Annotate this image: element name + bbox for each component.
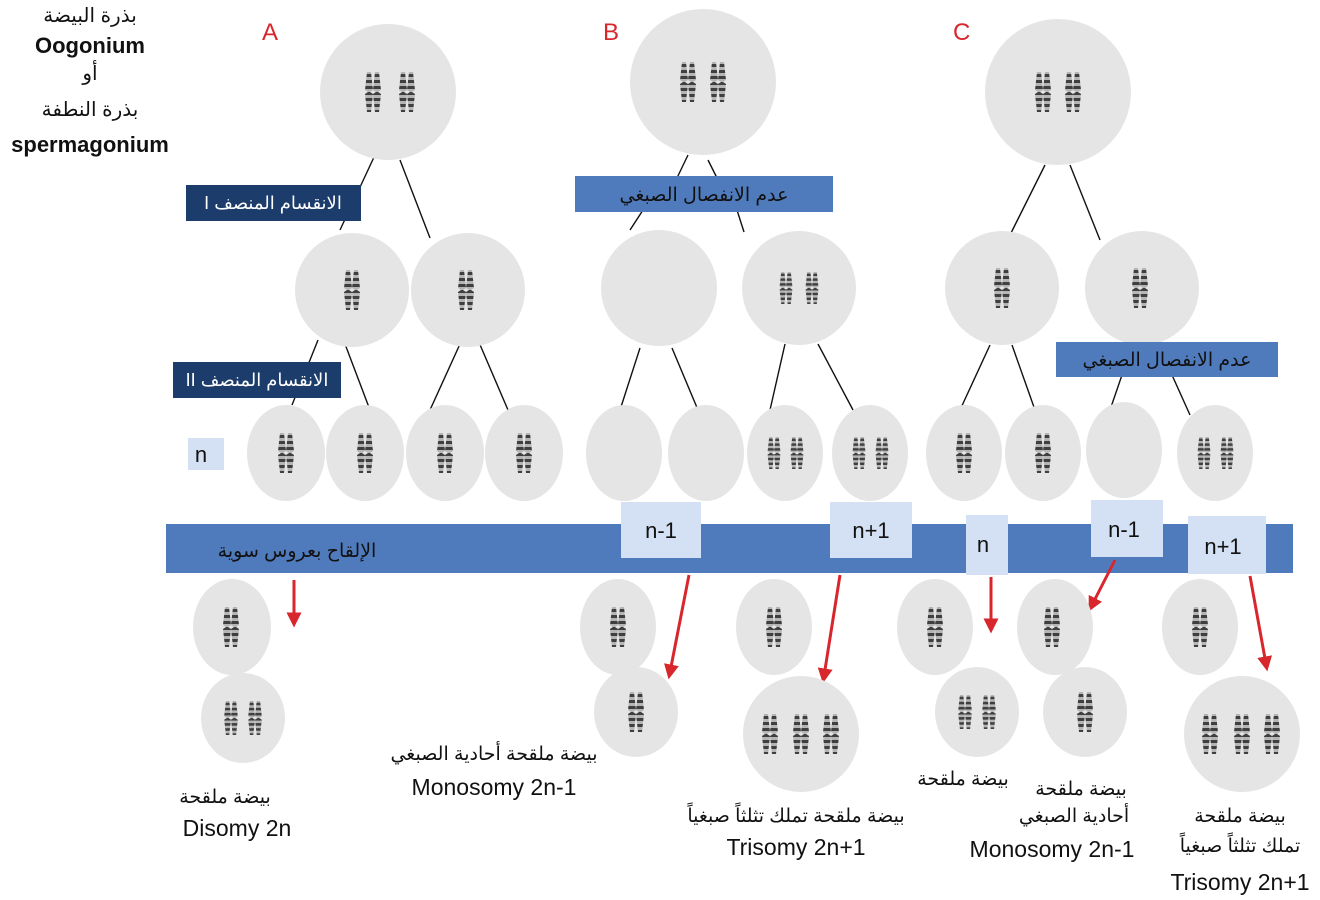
result-a-gamete bbox=[193, 579, 271, 675]
result-c-trisomy-zygote bbox=[1184, 676, 1300, 792]
caption-c2-ar2: أحادية الصبغي bbox=[1018, 806, 1130, 827]
caption-a-ar: بيضة ملقحة bbox=[179, 787, 271, 808]
caption-b-mono-en: Monosomy 2n-1 bbox=[411, 774, 577, 800]
nondisjunction-b-label bbox=[575, 176, 833, 212]
fertilization-label: الإلقاح بعروس سوية bbox=[217, 541, 377, 562]
caption-b-tri-ar: بيضة ملقحة تملك تثلثاً صبغياً bbox=[687, 806, 905, 827]
caption-c2-ar1: بيضة ملقحة bbox=[1035, 779, 1127, 800]
gamete-c1 bbox=[926, 405, 1002, 501]
result-c-zygote-1 bbox=[935, 667, 1019, 757]
result-b-monosomy-zygote bbox=[594, 667, 678, 757]
svg-text:الانقسام المنصف I: الانقسام المنصف I bbox=[204, 193, 342, 213]
gamete-c3-empty bbox=[1086, 402, 1162, 498]
caption-b-tri-en: Trisomy 2n+1 bbox=[726, 834, 866, 860]
oogonium-label-group bbox=[11, 5, 169, 157]
gamete-c4-double bbox=[1177, 405, 1253, 501]
caption-c3-en: Trisomy 2n+1 bbox=[1170, 869, 1310, 895]
result-c-gamete-2 bbox=[1017, 579, 1093, 675]
cell-b-gen2-empty bbox=[601, 230, 717, 346]
result-b-trisomy-zygote bbox=[743, 676, 859, 792]
spermagonium-ar: بذرة النطفة bbox=[41, 99, 139, 121]
svg-text:n-1: n-1 bbox=[645, 518, 677, 543]
svg-text:n-1: n-1 bbox=[1108, 517, 1140, 542]
box-c-n-plus bbox=[1188, 516, 1266, 574]
caption-a-en: Disomy 2n bbox=[182, 815, 292, 841]
box-b-n-plus bbox=[830, 502, 912, 558]
haploid-n-box bbox=[188, 438, 224, 470]
result-c-zygote-2 bbox=[1043, 667, 1127, 757]
gamete-a1 bbox=[247, 405, 325, 501]
nondisjunction-c-label bbox=[1056, 342, 1278, 377]
caption-b-mono-ar: بيضة ملقحة أحادية الصبغي bbox=[390, 744, 598, 765]
oogonium-ar: بذرة البيضة bbox=[43, 5, 137, 27]
cell-c-gen2-right bbox=[1085, 231, 1199, 345]
gamete-a4 bbox=[485, 405, 563, 501]
gamete-b4-double bbox=[832, 405, 908, 501]
svg-text:n: n bbox=[976, 532, 990, 557]
or-label: أو bbox=[82, 63, 98, 85]
box-c-n bbox=[966, 515, 1008, 575]
box-c-n-minus bbox=[1091, 500, 1163, 557]
cell-c-gen1 bbox=[985, 19, 1131, 165]
cell-a-gen2-right bbox=[411, 233, 525, 347]
svg-text:عدم الانفصال الصبغي: عدم الانفصال الصبغي bbox=[619, 185, 789, 206]
cell-b-gen2-double bbox=[742, 231, 856, 345]
gamete-a2 bbox=[326, 405, 404, 501]
caption-c2-en: Monosomy 2n-1 bbox=[969, 836, 1135, 862]
gamete-c2 bbox=[1005, 405, 1081, 501]
cell-a-gen2-left bbox=[295, 233, 409, 347]
panel-label-a: A bbox=[262, 19, 279, 46]
caption-c3-ar2: تملك تثلثاً صبغياً bbox=[1179, 836, 1301, 857]
oogonium-en: Oogonium bbox=[35, 33, 145, 58]
caption-c1-ar: بيضة ملقحة bbox=[917, 769, 1009, 790]
result-b-gamete-right bbox=[736, 579, 812, 675]
cell-b-gen1 bbox=[630, 9, 776, 155]
panel-label-b: B bbox=[603, 19, 620, 46]
meiosis1-label bbox=[186, 185, 361, 221]
result-b-gamete-left bbox=[580, 579, 656, 675]
result-c-gamete-3 bbox=[1162, 579, 1238, 675]
svg-text:الانقسام المنصف II: الانقسام المنصف II bbox=[185, 370, 329, 390]
panel-label-c: C bbox=[953, 19, 971, 46]
cell-c-gen2-left bbox=[945, 231, 1059, 345]
meiosis2-label bbox=[173, 362, 341, 398]
svg-text:n+1: n+1 bbox=[852, 518, 890, 543]
svg-text:n: n bbox=[194, 442, 208, 467]
svg-text:عدم الانفصال الصبغي: عدم الانفصال الصبغي bbox=[1082, 350, 1252, 371]
spermagonium-en: spermagonium bbox=[11, 132, 169, 157]
cell-a-gen1 bbox=[320, 24, 456, 160]
result-c-gamete-1 bbox=[897, 579, 973, 675]
box-b-n-minus bbox=[621, 502, 701, 558]
gamete-a3 bbox=[406, 405, 484, 501]
gamete-b2-empty bbox=[668, 405, 744, 501]
caption-c3-ar1: بيضة ملقحة bbox=[1194, 806, 1286, 827]
gamete-b3-double bbox=[747, 405, 823, 501]
svg-text:n+1: n+1 bbox=[1204, 534, 1242, 559]
result-a-zygote bbox=[201, 673, 285, 763]
gamete-b1-empty bbox=[586, 405, 662, 501]
